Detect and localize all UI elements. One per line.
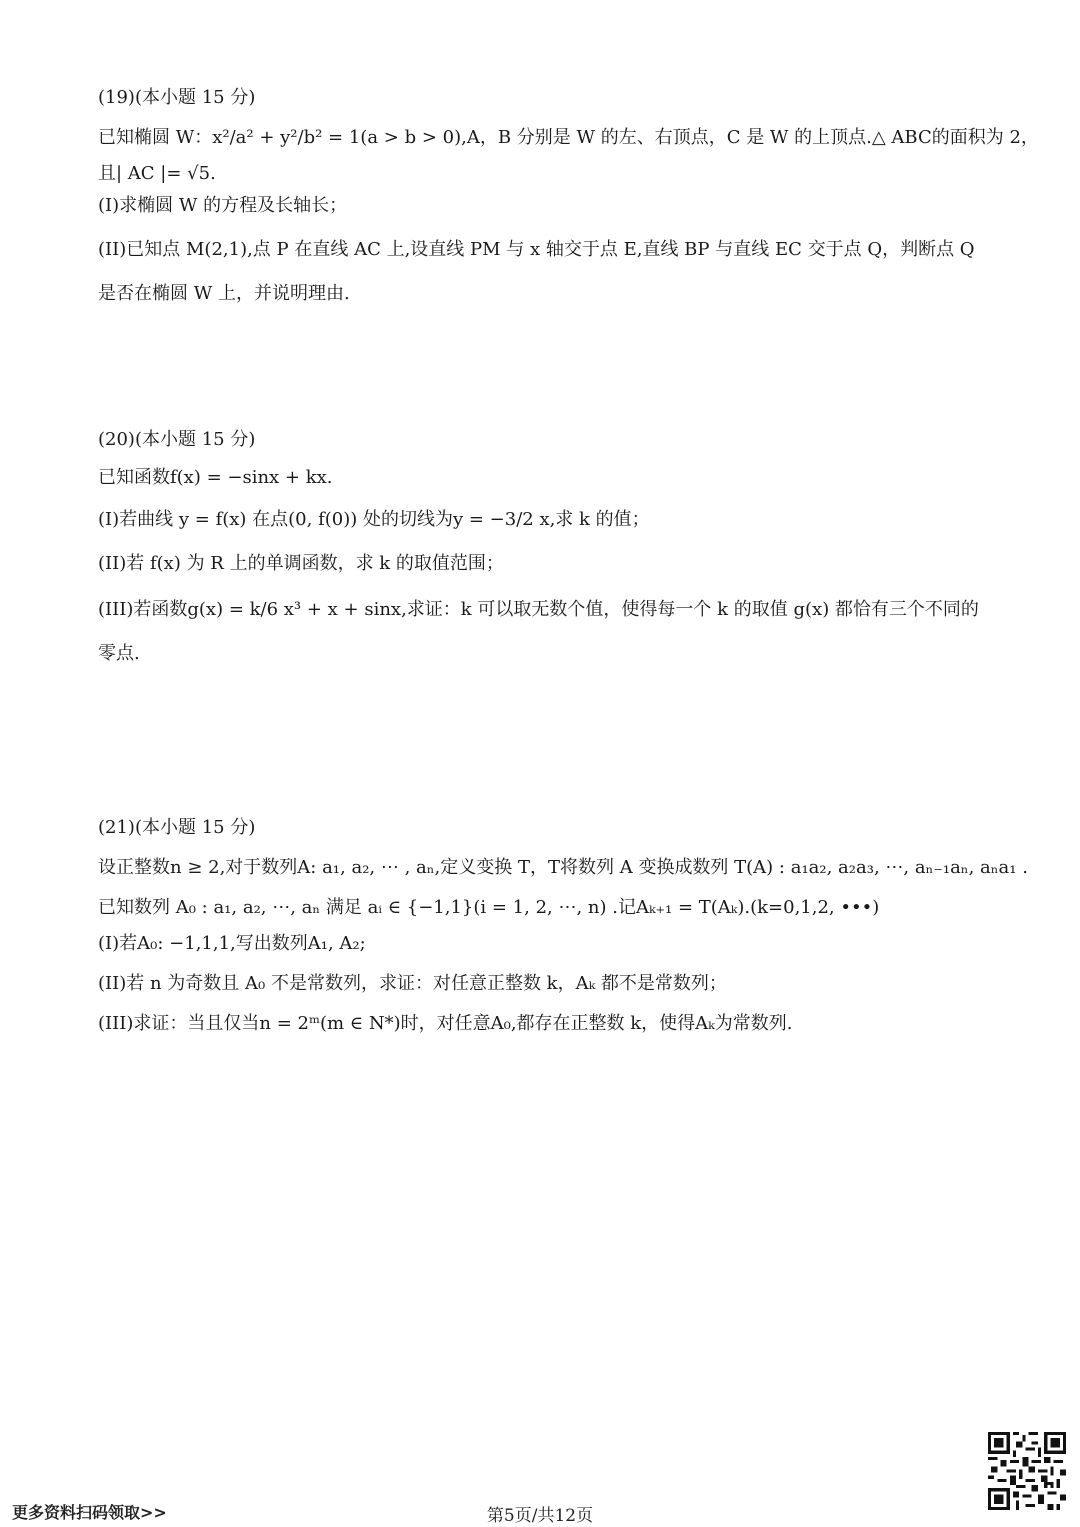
question-text-line: 且| AC |= √5. [98, 163, 216, 184]
question-part-1: (I)若曲线 y = f(x) 在点(0, f(0)) 处的切线为y = −3/2 x,求 k 的值； [98, 509, 650, 530]
question-text-line: 已知数列 A₀ : a₁, a₂, ⋯, aₙ 满足 aᵢ ∈ {−1,1}(i = 1, 2, ⋯, n) .记Aₖ₊₁ = T(Aₖ).(k=0,1,2, •••) [98, 897, 880, 918]
page-number: 第5页/共12页 [486, 1506, 594, 1526]
question-part-1: (I)若A₀: −1,1,1,写出数列A₁, A₂; [98, 933, 366, 954]
question-20 [98, 428, 998, 666]
question-part-3: (III)若函数g(x) = k/6 x³ + x + sinx,求证：k 可以取无数个值，使得每一个 k 的取值 g(x) 都恰有三个不同的 [98, 599, 979, 620]
question-text-line: 零点. [98, 643, 140, 664]
question-part-2: (II)已知点 M(2,1),点 P 在直线 AC 上,设直线 PM 与 x 轴交于点 E,直线 BP 与直线 EC 交于点 Q，判断点 Q [98, 239, 975, 260]
question-text-line: 已知函数f(x) = −sinx + kx. [98, 467, 333, 488]
question-part-3: (III)求证：当且仅当n = 2ᵐ(m ∈ N*)时，对任意A₀,都存在正整数 k，使得Aₖ为常数列. [98, 1013, 793, 1034]
question-text-line: 是否在椭圆 W 上，并说明理由. [98, 283, 350, 304]
question-part-2: (II)若 n 为奇数且 A₀ 不是常数列，求证：对任意正整数 k，Aₖ 都不是常数列； [98, 973, 727, 994]
question-header: (20)(本小题 15 分) [98, 429, 256, 450]
question-header: (21)(本小题 15 分) [98, 817, 256, 838]
question-part-1: (I)求椭圆 W 的方程及长轴长； [98, 195, 348, 216]
question-text-line: 已知椭圆 W：x²/a² + y²/b² = 1(a > b > 0),A，B 分别是 W 的左、右顶点，C 是 W 的上顶点.△ ABC的面积为 2， [98, 127, 1039, 148]
question-part-2: (II)若 f(x) 为 R 上的单调函数，求 k 的取值范围； [98, 553, 504, 574]
question-19 [98, 86, 1039, 306]
qr-code-icon[interactable] [988, 1432, 1066, 1510]
question-21 [98, 816, 1028, 1036]
question-header: (19)(本小题 15 分) [98, 87, 256, 108]
question-text-line: 设正整数n ≥ 2,对于数列A: a₁, a₂, ⋯ , aₙ,定义变换 T，T将数列 A 变换成数列 T(A) : a₁a₂, a₂a₃, ⋯, aₙ₋₁aₙ, aₙa₁ . [98, 857, 1028, 878]
footer-promo-text: 更多资料扫码领取>> [12, 1503, 167, 1522]
